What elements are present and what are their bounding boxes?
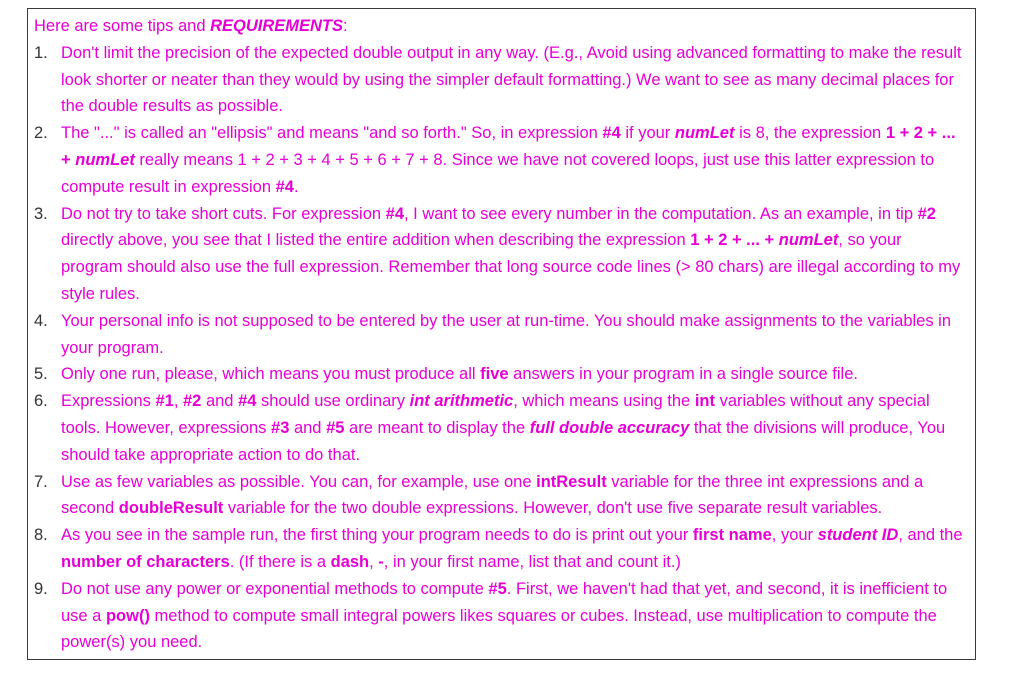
tip-emphasis-segment: numLet [778, 231, 839, 250]
tip-item [34, 388, 967, 468]
tip-text [61, 469, 967, 523]
tip-number: 7. [34, 472, 48, 491]
tip-text-segment: are meant to display the [344, 418, 530, 437]
tip-text-segment: that the divisions will produce, You should take appropriate action to do that. [61, 418, 946, 464]
tip-number: 5. [34, 365, 48, 384]
tip-text-segment: , in your first name, list that and count it.) [383, 552, 681, 571]
tip-emphasis-segment: int arithmetic [409, 392, 514, 411]
intro-suffix: : [343, 17, 348, 35]
tip-text-segment: Only one run, please, which means you must produce all [61, 365, 481, 384]
tip-text-segment: , which means using the [513, 392, 695, 411]
tip-emphasis-segment: 1 + 2 + ... + [690, 231, 779, 250]
tip-emphasis-segment: doubleResult [118, 499, 224, 518]
tip-number: 8. [34, 526, 48, 545]
tip-text-segment: , so your program should also use the full expression. Remember that long source code lines (> 80 chars) are illegal according to my style rules. [61, 231, 961, 303]
tip-text-segment: should use ordinary [256, 392, 410, 411]
tip-number: 6. [34, 392, 48, 411]
tip-emphasis-segment: - [378, 552, 384, 571]
tip-emphasis-segment: numLet [674, 124, 735, 143]
tip-text [61, 522, 967, 576]
tip-text-segment: method to compute small integral powers likes squares or cubes. Instead, use multiplication to compute the power(s) you need. [61, 606, 937, 652]
tip-emphasis-segment: #1 [155, 392, 174, 411]
tip-text [61, 576, 967, 656]
tip-text-segment: . [293, 177, 299, 196]
tip-emphasis-segment: 1 + 2 + ... + [61, 124, 956, 169]
tip-item [34, 308, 967, 362]
tip-emphasis-segment: dash [330, 552, 370, 571]
tip-item [34, 576, 967, 656]
tip-item [34, 361, 967, 388]
tip-emphasis-segment: #5 [326, 418, 345, 437]
tip-emphasis-segment: int [694, 392, 715, 411]
tip-text-segment: is 8, the expression [734, 124, 886, 143]
tip-text [61, 40, 967, 120]
tip-text-segment: , your [771, 526, 818, 545]
tip-emphasis-segment: number of characters [61, 552, 230, 571]
tip-emphasis-segment: #4 [385, 204, 404, 223]
tip-text [61, 308, 967, 362]
tip-item [34, 469, 967, 523]
tip-text-segment: and [201, 392, 239, 411]
tip-text-segment: variable for the two double expressions. However, don't use five separate result variables. [223, 499, 883, 518]
tip-text-segment: and [289, 418, 327, 437]
tip-text-segment: Expressions [61, 392, 156, 411]
tip-emphasis-segment: pow() [105, 606, 150, 625]
tip-item [34, 201, 967, 308]
tip-emphasis-segment: five [480, 365, 509, 384]
tip-text-segment: variables without any special tools. However, expressions [61, 392, 930, 437]
tip-text [61, 361, 967, 388]
intro-prefix: Here are some tips and [34, 17, 211, 35]
tip-text [61, 388, 967, 468]
tip-number: 4. [34, 311, 48, 330]
intro-requirements-emphasis: REQUIREMENTS [210, 17, 344, 35]
tip-text-segment: Do not use any power or exponential methods to compute [61, 579, 489, 598]
tips-requirements-box [27, 8, 976, 660]
tip-emphasis-segment: #2 [917, 204, 936, 223]
tip-text-segment: As you see in the sample run, the first thing your program needs to do is print out your [61, 526, 693, 545]
tip-emphasis-segment: student ID [817, 526, 899, 545]
tip-emphasis-segment: #4 [275, 177, 294, 196]
tip-text-segment: , and the [898, 526, 963, 545]
tip-text-segment: directly above, you see that I listed the entire addition when describing the expression [61, 231, 691, 250]
tip-text-segment: really means 1 + 2 + 3 + 4 + 5 + 6 + 7 + 8. Since we have not covered loops, just use this latter expression to compute result in expression [61, 150, 935, 196]
tip-text [61, 201, 967, 308]
tip-emphasis-segment: full double accuracy [529, 418, 690, 437]
tip-number: 2. [34, 124, 48, 143]
tip-emphasis-segment: #5 [488, 579, 507, 598]
tip-emphasis-segment: #3 [271, 418, 290, 437]
tip-item [34, 120, 967, 200]
tip-text-segment: Do not try to take short cuts. For expression [61, 204, 386, 223]
tip-text-segment: Your personal info is not supposed to be entered by the user at run-time. You should make assignments to the variables in your program. [61, 311, 952, 357]
tip-item [34, 40, 967, 120]
tip-text-segment: variable for the three int expressions and a second [61, 472, 924, 518]
tip-text-segment: . First, we haven't had that yet, and second, it is inefficient to use a [61, 579, 948, 625]
tip-text-segment: , [369, 552, 379, 571]
tip-text-segment: Don't limit the precision of the expected double output in any way. (E.g., Avoid using advanced formatting to make the result look shorter or neater than they would by using the simpler default formatting.) We want to see as many decimal places for the double results as possible. [61, 43, 962, 116]
tip-text-segment: , I want to see every number in the computation. As an example, in tip [404, 204, 918, 223]
tip-text-segment: answers in your program in a single source file. [508, 365, 858, 384]
tip-emphasis-segment: #4 [602, 124, 621, 143]
tip-text-segment: . (If there is a [229, 552, 331, 571]
tip-number: 9. [34, 579, 48, 598]
tip-emphasis-segment: numLet [75, 150, 135, 169]
tip-number: 1. [34, 43, 48, 62]
tip-emphasis-segment: first name [692, 526, 772, 545]
tip-text-segment: , [173, 392, 183, 411]
tip-item [34, 522, 967, 576]
tip-text-segment: The "..." is called an "ellipsis" and means "and so forth." So, in expression [61, 124, 603, 143]
tip-text-segment: Use as few variables as possible. You can, for example, use one [61, 472, 537, 491]
tip-text [61, 120, 967, 200]
tip-number: 3. [34, 204, 48, 223]
tips-list [34, 40, 967, 656]
tip-text-segment: if your [620, 124, 675, 143]
tip-emphasis-segment: intResult [536, 472, 607, 491]
intro-heading [34, 13, 967, 40]
tip-emphasis-segment: #4 [238, 392, 257, 411]
tip-emphasis-segment: #2 [183, 392, 202, 411]
